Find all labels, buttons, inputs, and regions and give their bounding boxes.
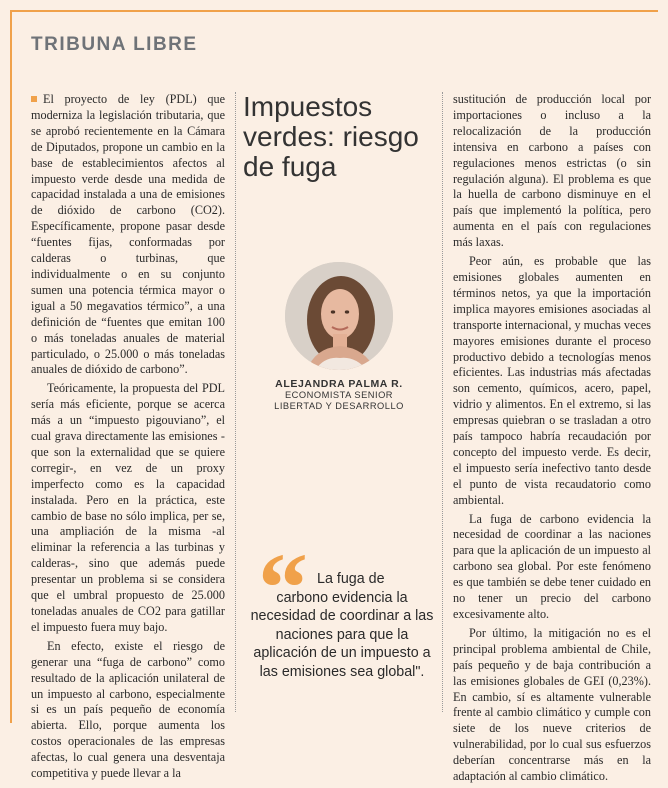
pull-quote-lead: La fuga de [317, 571, 385, 587]
article-column-3 [453, 92, 651, 788]
article-column-1 [31, 92, 225, 785]
pull-quote-text: carbono evidencia la necesidad de coordinar a las naciones para que la aplicación de un impuesto a las emisiones sea global". [250, 589, 434, 680]
headline: Impuestos verdes: riesgo de fuga [243, 91, 419, 182]
paragraph: Peor aún, es probable que las emisiones globales aumenten en términos netos, ya que la importación implica mayores emisiones asociadas al transporte internacional, y muchas veces mayores emisiones durante el proceso productivo debido a tecnologías menos eficientes. Las industrias más afectadas son cemento, químicos, acero, papel, vidrio y alimentos. En el extremo, si las empresas quiebran o se trasladan a otro país tampoco habría recaudación por concepto del impuesto verde. Es decir, el impuesto sería inefectivo tanto desde el punto de vista recaudatorio como ambiental. [453, 254, 651, 507]
author-name: ALEJANDRA PALMA R. [275, 378, 403, 390]
column-divider [235, 92, 236, 712]
author-credit [243, 378, 435, 412]
paragraph: La fuga de carbono evidencia la necesidad de coordinar a las naciones para que la aplicación de un impuesto al carbono sea global. Por este fenómeno es que también se debe tener cuidado en no tener un precio del carbono excesivamente alto. [453, 511, 651, 621]
column-divider [442, 92, 443, 712]
pull-quote [247, 570, 437, 681]
top-rule [10, 10, 658, 12]
paragraph: En efecto, existe el riesgo de generar una “fuga de carbono” como resultado de la aplicación unilateral de un impuesto al carbono, especialmente si es un país pequeño de economía abierta. Ello, porque aumenta los costos operacionales de las empresas afectas, lo cual genera una desventaja competitiva y puede llevar a la [31, 638, 225, 781]
author-photo [285, 262, 393, 370]
author-role: ECONOMISTA SENIOR [284, 390, 394, 400]
square-bullet-icon [31, 96, 37, 102]
section-title: TRIBUNA LIBRE [31, 34, 198, 55]
quote-mark-icon: “ [258, 532, 308, 643]
paragraph: sustitución de producción local por importaciones o incluso a la relocalización de la producción intensiva en carbono a países con regulaciones menos estrictas (o sin regulación alguna). El problema es que la huella de carbono disminuye en el país que implementó la política, pero aumenta en el país con regulaciones más laxas. [453, 92, 651, 250]
author-organization: LIBERTAD Y DESARROLLO [274, 401, 404, 411]
author-portrait-icon [285, 262, 393, 370]
left-rule [10, 10, 12, 723]
paragraph [31, 92, 225, 378]
paragraph: Por último, la mitigación no es el principal problema ambiental de Chile, país pequeño y de baja contribución a las emisiones globales de GEI (0,23%). En cambio, sí es altamente vulnerable frente al cambio climático y cumple con siete de los nueve criterios de vulnerabilidad, por lo cual sus esfuerzos deberían concentrarse más en la adaptación al cambio climático. [453, 625, 651, 784]
paragraph-text: El proyecto de ley (PDL) que moderniza la legislación tributaria, que se aprobó recientemente en la Cámara de Diputados, propone un cambio en la base de establecimientos afectos al impuesto verde desde una medida de capacidad instalada a una de emisiones de dióxido de carbono (CO2). Específicamente, propone pasar desde “fuentes fijas, conformadas por calderas o turbinas, que individualmente o en su conjunto sumen una potencia térmica mayor o igual a 50 megavatios térmico”, a una definición de “fuentes que emitan 100 o más toneladas anuales de material particulado, o 25.000 o más toneladas anuales de dióxido de carbono”. [31, 92, 225, 377]
paragraph: Teóricamente, la propuesta del PDL sería más eficiente, porque se acerca más a un “impuesto pigouviano”, el cual grava directamente las emisiones -que son la externalidad que se quiere corregir-, en vez de un proxy imperfecto como es la capacidad instalada. Pero en la práctica, este cambio de base no sólo implica, per se, una ampliación de la misma -al eliminar la referencia a las turbinas y calderas-, sino que además puede presentar un problema si se considera que el umbral propuesto de 25.000 toneladas anuales de CO2 para gatillar el impuesto fuera muy bajo. [31, 381, 225, 634]
